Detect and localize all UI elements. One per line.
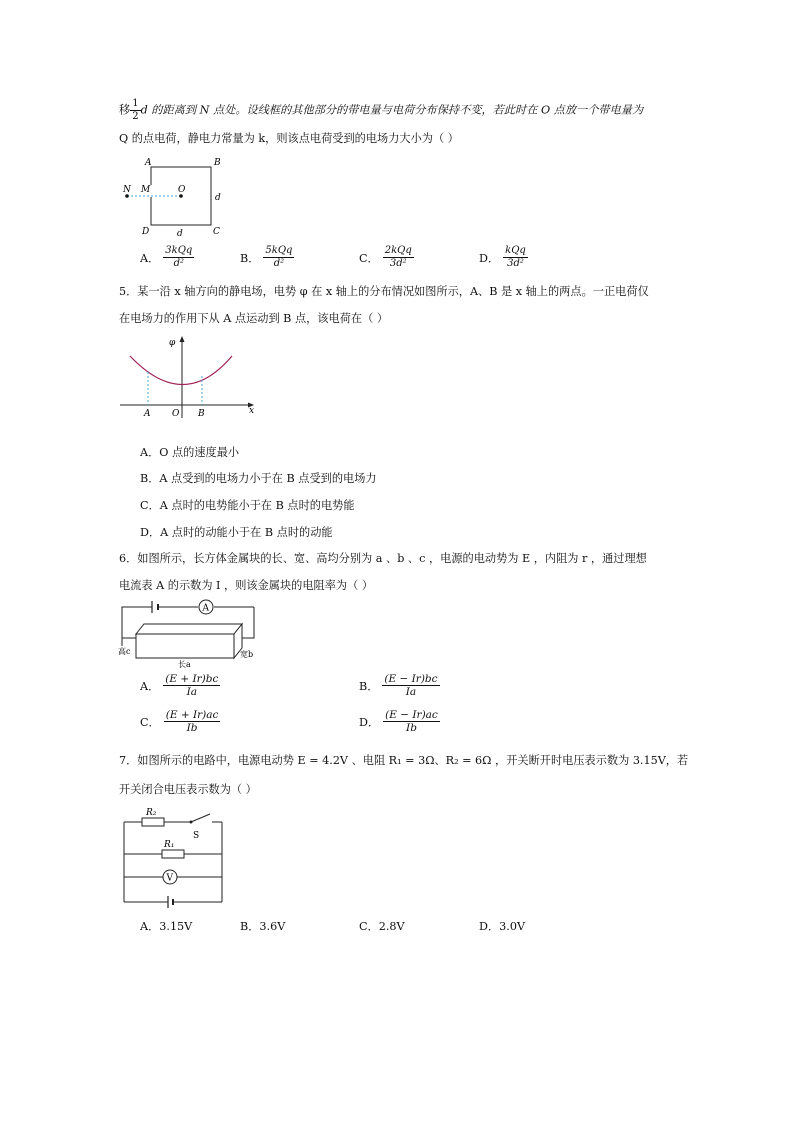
svg-text:O: O	[178, 185, 186, 195]
q6-option-c[interactable]: C． $\frac{(E + Ir)ac}{Ib}$	[140, 709, 219, 734]
svg-text:A: A	[145, 158, 152, 168]
q6-text-line1: 6．如图所示，长方体金属块的长、宽、高均分别为 a 、b 、c ，电源的电动势为 E ，内阻为 r ，通过理想	[119, 552, 647, 565]
q6-option-d[interactable]: D． $\frac{(E - Ir)ac}{Ib}$	[359, 709, 438, 734]
q6-option-b[interactable]: B． $\frac{(E - Ir)bc}{Ia}$	[359, 673, 438, 698]
svg-text:高c: 高c	[118, 647, 131, 656]
svg-text:A: A	[144, 409, 151, 419]
svg-text:R₂: R₂	[146, 808, 157, 818]
resistor-r2-icon	[142, 818, 164, 826]
q5-option-a[interactable]: A．O 点的速度最小	[140, 446, 240, 459]
q5-option-b[interactable]: B．A 点受到的电场力小于在 B 点受到的电场力	[140, 472, 377, 485]
svg-text:d: d	[215, 193, 221, 203]
switch-icon	[191, 814, 210, 822]
resistor-r1-icon	[162, 850, 184, 858]
q7-option-b[interactable]: B．3.6V	[240, 920, 286, 933]
q4-option-a[interactable]: A． $\frac{\text{3kQq}}{\text{d²}}$	[140, 245, 193, 269]
svg-text:B: B	[198, 409, 205, 419]
q7-text-line2: 开关闭合电压表示数为（ ）	[119, 783, 257, 796]
svg-text:V: V	[166, 873, 173, 884]
svg-text:C: C	[213, 227, 220, 237]
svg-text:D: D	[142, 227, 150, 237]
svg-text:d: d	[177, 229, 183, 238]
q4-text-line2: Q 的点电荷，静电力常量为 k，则该点电荷受到的电场力大小为（ ）	[119, 132, 459, 145]
q7-option-c[interactable]: C．2.8V	[359, 920, 405, 933]
q4-text-line1: 移 $\frac{1}{2}$ d 的距离到 N 点处。设线框的其他部分的带电量与电荷分布保持不变，若此时在 O 点放一个带电量为	[119, 98, 644, 122]
svg-text:S: S	[193, 831, 200, 841]
q4-square-frame-figure	[118, 156, 238, 238]
svg-text:B: B	[214, 158, 221, 168]
svg-text:φ: φ	[169, 338, 176, 348]
svg-text:宽b: 宽b	[240, 650, 254, 659]
svg-text:x: x	[249, 406, 255, 416]
q7-option-a[interactable]: A．3.15V	[140, 920, 193, 933]
q5-option-c[interactable]: C．A 点时的电势能小于在 B 点时的电势能	[140, 499, 355, 512]
q5-text-line2: 在电场力的作用下从 A 点运动到 B 点，该电荷在（ ）	[119, 312, 389, 325]
svg-text:A: A	[202, 603, 209, 614]
q5-text-line1: 5．某一沿 x 轴方向的静电场，电势 φ 在 x 轴上的分布情况如图所示，A、B 是 x 轴上的两点。一正电荷仅	[119, 285, 649, 298]
q4-option-d[interactable]: D． $\frac{\text{kQq}}{\text{3d²}}$	[479, 245, 526, 269]
potential-curve	[130, 356, 232, 385]
q6-text-line2: 电流表 A 的示数为 I ，则该金属块的电阻率为（ ）	[119, 579, 374, 592]
q7-text-line1: 7．如图所示的电路中，电源电动势 E = 4.2V 、电阻 R₁ = 3Ω、R₂ = 6Ω ，开关断开时电压表示数为 3.15V，若	[119, 754, 689, 767]
q5-potential-graph	[118, 334, 264, 420]
q6-option-a[interactable]: A． $\frac{(E + Ir)bc}{Ia}$	[140, 673, 219, 698]
q7-circuit-diagram	[118, 804, 228, 910]
svg-text:M: M	[141, 185, 151, 195]
svg-text:O: O	[172, 409, 180, 419]
svg-text:N: N	[123, 185, 131, 195]
q4-option-b[interactable]: B． $\frac{\text{5kQq}}{\text{d²}}$	[240, 245, 293, 269]
q6-metal-block-circuit	[114, 596, 264, 670]
svg-text:长a: 长a	[178, 660, 191, 669]
q7-option-d[interactable]: D．3.0V	[479, 920, 526, 933]
q4-option-c[interactable]: C． $\frac{\text{2kQq}}{\text{3d²}}$	[359, 245, 412, 269]
q5-option-d[interactable]: D．A 点时的动能小于在 B 点时的动能	[140, 526, 333, 539]
svg-text:R₁: R₁	[164, 840, 175, 850]
